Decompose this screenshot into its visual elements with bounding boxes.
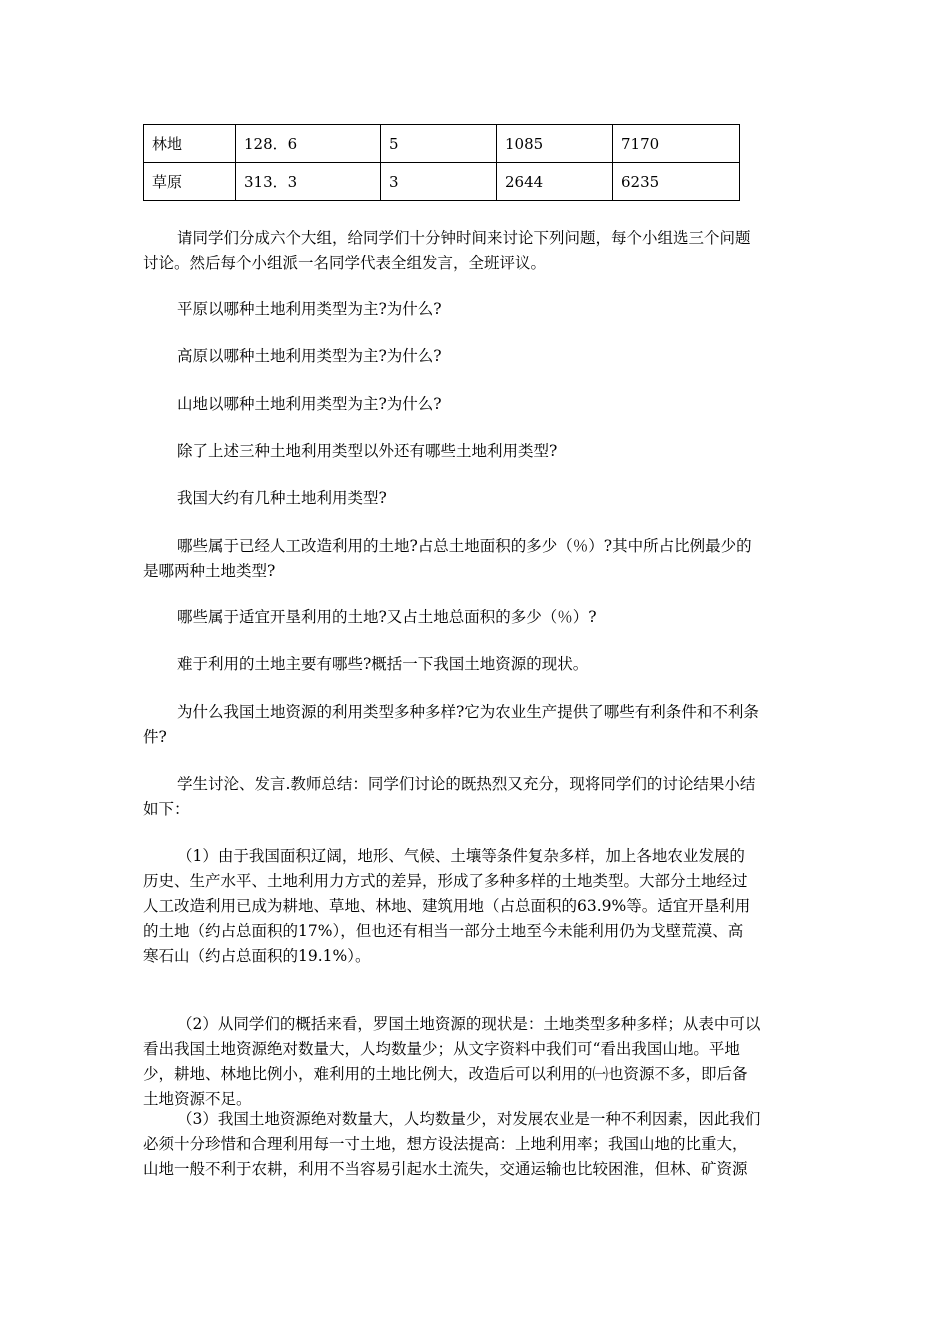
text-line: 如下：: [143, 800, 190, 818]
text-line: 看出我国土地资源绝对数量大，人均数量少；从文字资料中我们可“看出我国山地。平地: [143, 1040, 740, 1058]
text-line: 必须十分珍惜和合理利用每一寸土地，想方设法提高：上地利用率；我国山地的比重大，: [143, 1135, 748, 1153]
text-line: 讨论。然后每个小组派一名同学代表全组发言，全班评议。: [143, 254, 547, 272]
table-cell: 2644: [497, 163, 613, 201]
question-arable-land: [143, 605, 763, 630]
text-line: 件?: [143, 728, 167, 746]
text-line: 寒石山（约占总面积的19.1%）。: [143, 947, 371, 965]
paragraph-summary-2: [143, 1012, 763, 1112]
table-cell: 7170: [613, 125, 740, 163]
text-line: 历史、生产水平、土地利用力方式的差异，形成了多种多样的土地类型。大部分土地经过: [143, 872, 748, 890]
paragraph-summary-1: [143, 844, 763, 969]
text-line: （2）从同学们的概括来看，罗国土地资源的现状是：土地类型多种多样；从表中可以: [177, 1015, 761, 1033]
text-line: （3）我国土地资源绝对数量大，人均数量少，对发展农业是一种不利因素，因此我们: [177, 1110, 761, 1128]
text-line: 请同学们分成六个大组，给同学们十分钟时间来讨论下列问题，每个小组选三个问题: [177, 229, 751, 247]
question-modified-land: [143, 534, 763, 584]
text-line: 高原以哪种土地利用类型为主?为什么?: [177, 347, 442, 365]
text-line: 山地以哪种土地利用类型为主?为什么?: [177, 395, 442, 413]
text-line: 为什么我国土地资源的利用类型多种多样?它为农业生产提供了哪些有利条件和不利条: [177, 703, 759, 721]
table-cell: 313．3: [236, 163, 381, 201]
table-cell: 草原: [144, 163, 236, 201]
question-diversity: [143, 700, 763, 750]
table-cell: 5: [381, 125, 497, 163]
text-line: （1）由于我国面积辽阔，地形、气候、土壤等条件复杂多样，加上各地农业发展的: [177, 847, 745, 865]
table-row: [144, 163, 740, 201]
text-line: 平原以哪种土地利用类型为主?为什么?: [177, 300, 442, 318]
table-row: [144, 125, 740, 163]
question-hard-land: [143, 652, 763, 677]
table-cell: 1085: [497, 125, 613, 163]
text-line: 哪些属于已经人工改造利用的土地?占总土地面积的多少（％）?其中所占比例最少的: [177, 537, 752, 555]
text-line: 土地资源不足。: [143, 1090, 252, 1108]
paragraph-teacher-summary: [143, 772, 763, 822]
text-line: 除了上述三种土地利用类型以外还有哪些土地利用类型?: [177, 442, 558, 460]
text-line: 学生讨沦、发言.教师总结：同学们讨论的既热烈又充分，现将同学们的讨论结果小结: [177, 775, 756, 793]
text-line: 我国大约有几种土地利用类型?: [177, 489, 387, 507]
question-plain: [143, 297, 763, 322]
text-line: 少，耕地、林地比例小，难利用的土地比例大，改造后可以利用的㈠也资源不多，即后备: [143, 1065, 748, 1083]
question-type-count: [143, 486, 763, 511]
table-cell: 3: [381, 163, 497, 201]
text-line: 人工改造利用已成为耕地、草地、林地、建筑用地（占总面积的63.9%等。适宜开垦利用: [143, 897, 751, 915]
question-plateau: [143, 344, 763, 369]
question-other-types: [143, 439, 763, 464]
land-data-table: [143, 124, 740, 201]
table-cell: 林地: [144, 125, 236, 163]
text-line: 山地一般不利于农耕，利用不当容易引起水土流失，交通运输也比较困淮，但林、矿资源: [143, 1160, 748, 1178]
text-line: 哪些属于适宜开垦利用的土地?又占土地总面积的多少（％）?: [177, 608, 597, 626]
table-cell: 6235: [613, 163, 740, 201]
text-line: 的土地（约占总面积的17%），但也还有相当一部分土地至今未能利用仍为戈壁荒漠、高: [143, 922, 744, 940]
question-mountain: [143, 392, 763, 417]
paragraph-summary-3: [143, 1107, 763, 1182]
table-cell: 128．6: [236, 125, 381, 163]
text-line: 难于利用的土地主要有哪些?概括一下我国土地资源的现状。: [177, 655, 589, 673]
paragraph-discussion-instructions: [143, 226, 763, 276]
text-line: 是哪两种土地类型?: [143, 562, 276, 580]
